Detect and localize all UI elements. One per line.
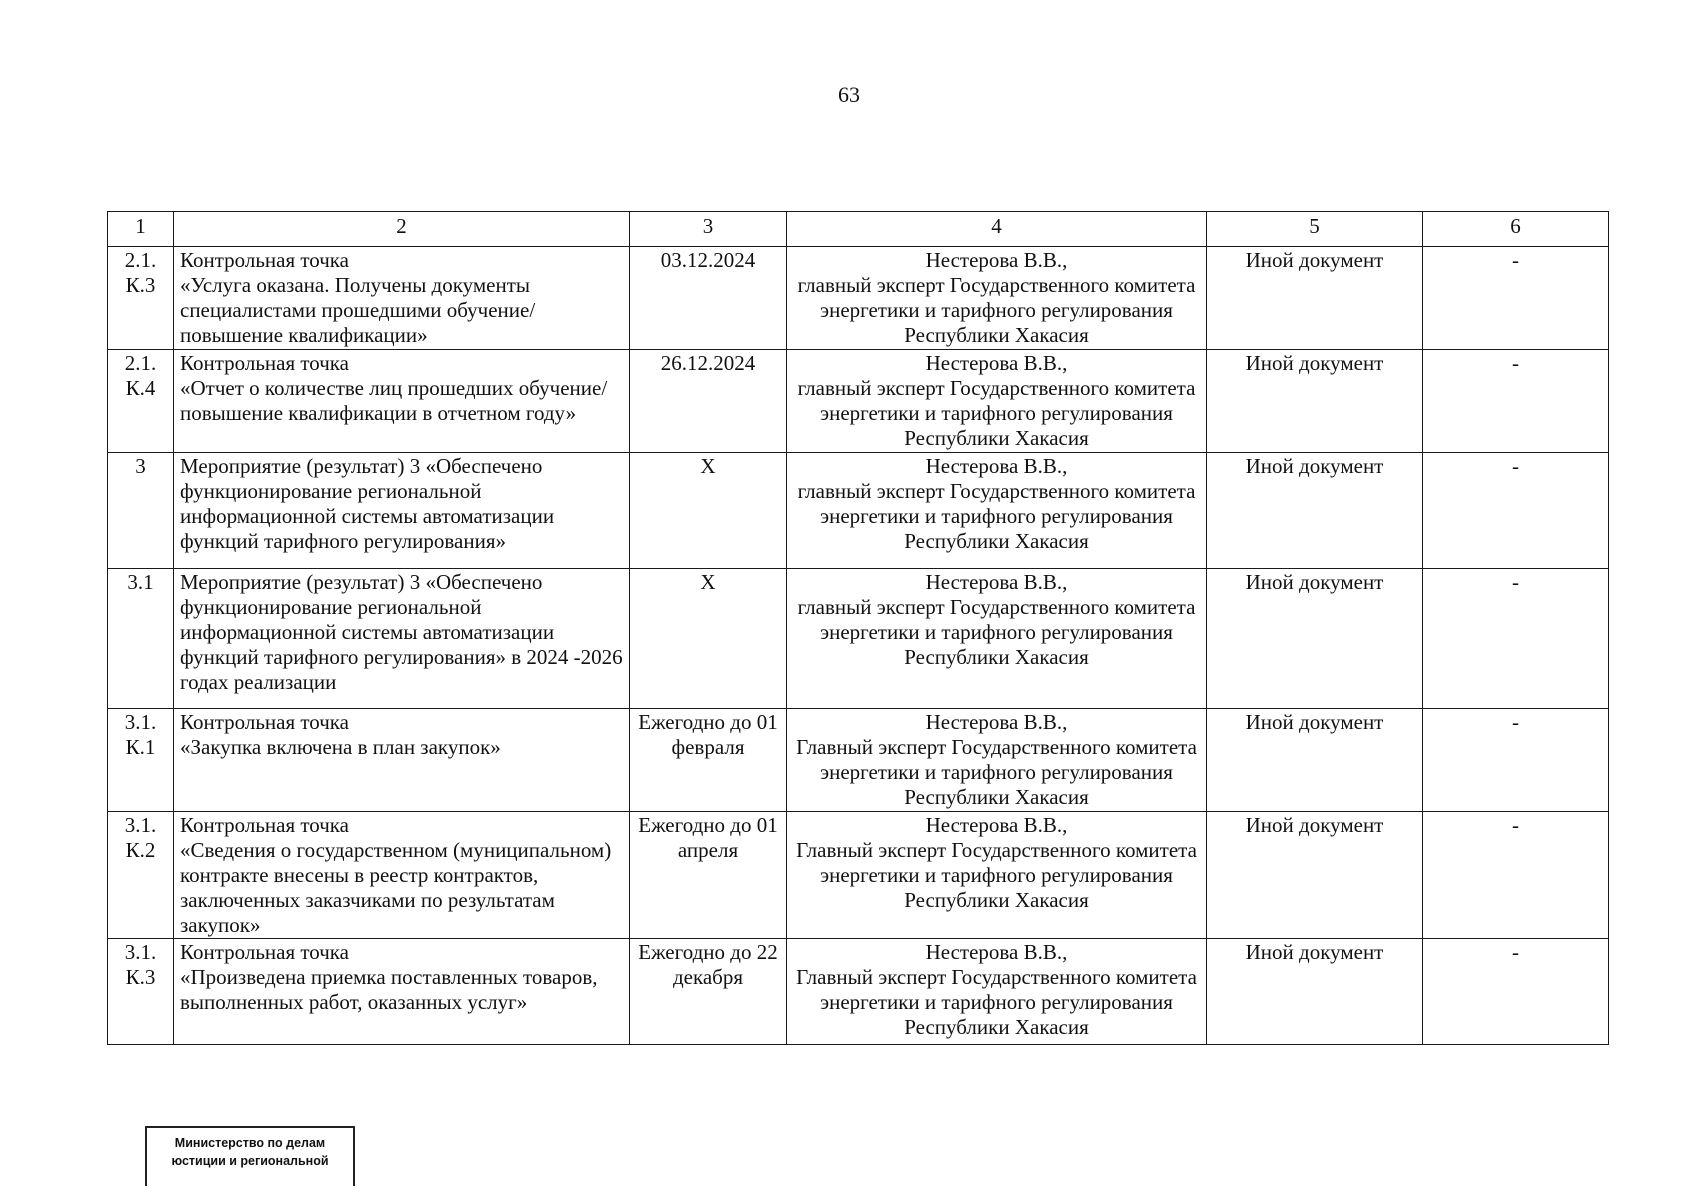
deadline-cell: Ежегодно до 01 апреля — [630, 812, 787, 939]
responsible-cell: Нестерова В.В., главный эксперт Государственного комитета энергетики и тарифного регулирования Республики Хакасия — [787, 247, 1207, 350]
document-type-cell: Иной документ — [1207, 709, 1423, 812]
row-number-cell: 3.1. К.3 — [108, 939, 174, 1045]
row-number-cell: 3 — [108, 453, 174, 569]
deadline-cell: 26.12.2024 — [630, 350, 787, 453]
table-row — [108, 350, 1609, 453]
stamp-line-1: Министерство по делам — [174, 1136, 326, 1150]
header-cell-2: 2 — [174, 212, 630, 247]
document-type-cell: Иной документ — [1207, 453, 1423, 569]
header-cell-1: 1 — [108, 212, 174, 247]
event-cell: Контрольная точка «Произведена приемка поставленных товаров, выполненных работ, оказанных услуг» — [174, 939, 630, 1045]
event-cell: Контрольная точка «Сведения о государственном (муниципальном) контракте внесены в реестр контрактов, заключенных заказчиками по результатам закупок» — [174, 812, 630, 939]
page-number: 63 — [838, 82, 860, 107]
header-cell-4: 4 — [787, 212, 1207, 247]
plan-table-body — [108, 212, 1609, 1045]
table-row — [108, 569, 1609, 709]
header-cell-6: 6 — [1423, 212, 1609, 247]
row-number-cell: 3.1. К.1 — [108, 709, 174, 812]
info-cell: - — [1423, 939, 1609, 1045]
table-row — [108, 939, 1609, 1045]
stamp-line-2: юстиции и региональной — [171, 1154, 329, 1168]
header-cell-3: 3 — [630, 212, 787, 247]
event-cell: Контрольная точка «Услуга оказана. Получены документы специалистами прошедшими обучение/повышение квалификации» — [174, 247, 630, 350]
responsible-cell: Нестерова В.В., главный эксперт Государственного комитета энергетики и тарифного регулирования Республики Хакасия — [787, 569, 1207, 709]
deadline-cell: Ежегодно до 22 декабря — [630, 939, 787, 1045]
deadline-cell: 03.12.2024 — [630, 247, 787, 350]
plan-table — [107, 211, 1609, 1045]
document-type-cell: Иной документ — [1207, 350, 1423, 453]
table-row — [108, 247, 1609, 350]
responsible-cell: Нестерова В.В., Главный эксперт Государственного комитета энергетики и тарифного регулирования Республики Хакасия — [787, 812, 1207, 939]
row-number-cell: 2.1. К.4 — [108, 350, 174, 453]
responsible-cell: Нестерова В.В., главный эксперт Государственного комитета энергетики и тарифного регулирования Республики Хакасия — [787, 350, 1207, 453]
info-cell: - — [1423, 709, 1609, 812]
ministry-stamp — [145, 1126, 355, 1186]
responsible-cell: Нестерова В.В., Главный эксперт Государственного комитета энергетики и тарифного регулирования Республики Хакасия — [787, 709, 1207, 812]
document-type-cell: Иной документ — [1207, 247, 1423, 350]
responsible-cell: Нестерова В.В., Главный эксперт Государственного комитета энергетики и тарифного регулирования Республики Хакасия — [787, 939, 1207, 1045]
event-cell: Контрольная точка «Закупка включена в план закупок» — [174, 709, 630, 812]
event-cell: Мероприятие (результат) 3 «Обеспечено функционирование региональной информационной системы автоматизации функций тарифного регулирования» в 2024 -2026 годах реализации — [174, 569, 630, 709]
table-header-row — [108, 212, 1609, 247]
info-cell: - — [1423, 453, 1609, 569]
document-type-cell: Иной документ — [1207, 939, 1423, 1045]
table-row — [108, 709, 1609, 812]
deadline-cell: Х — [630, 453, 787, 569]
info-cell: - — [1423, 247, 1609, 350]
row-number-cell: 2.1. К.3 — [108, 247, 174, 350]
info-cell: - — [1423, 350, 1609, 453]
info-cell: - — [1423, 812, 1609, 939]
deadline-cell: Х — [630, 569, 787, 709]
table-row — [108, 812, 1609, 939]
responsible-cell: Нестерова В.В., главный эксперт Государственного комитета энергетики и тарифного регулирования Республики Хакасия — [787, 453, 1207, 569]
row-number-cell: 3.1 — [108, 569, 174, 709]
deadline-cell: Ежегодно до 01 февраля — [630, 709, 787, 812]
info-cell: - — [1423, 569, 1609, 709]
header-cell-5: 5 — [1207, 212, 1423, 247]
table-row — [108, 453, 1609, 569]
row-number-cell: 3.1. К.2 — [108, 812, 174, 939]
event-cell: Контрольная точка «Отчет о количестве лиц прошедших обучение/повышение квалификации в отчетном году» — [174, 350, 630, 453]
event-cell: Мероприятие (результат) 3 «Обеспечено функционирование региональной информационной системы автоматизации функций тарифного регулирования» — [174, 453, 630, 569]
document-type-cell: Иной документ — [1207, 569, 1423, 709]
document-type-cell: Иной документ — [1207, 812, 1423, 939]
